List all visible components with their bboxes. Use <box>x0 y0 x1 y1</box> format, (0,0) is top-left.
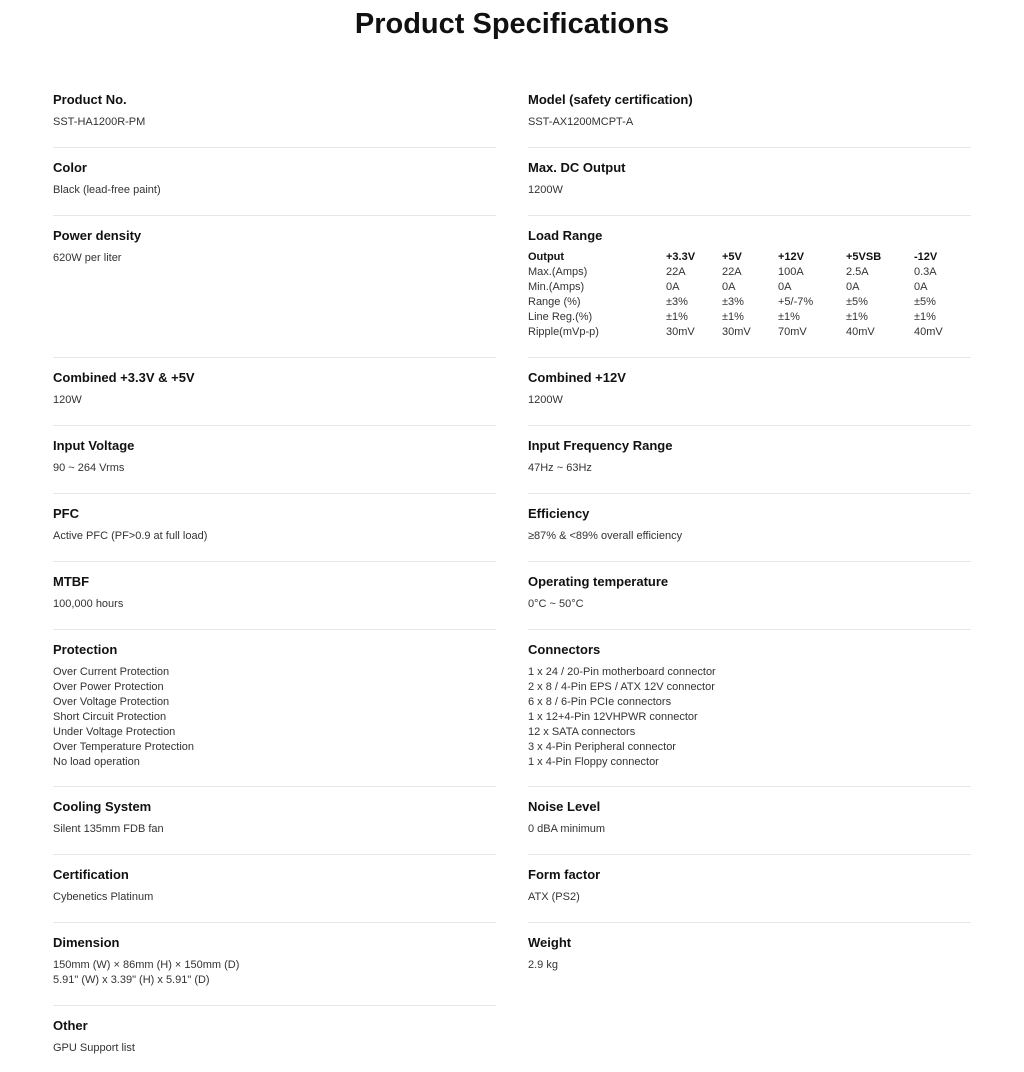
spec-value: 0 dBA minimum <box>528 823 606 835</box>
spec-value: No load operation <box>53 756 140 768</box>
spec-connectors <box>528 630 971 787</box>
specs-left-column <box>53 80 496 1072</box>
spec-color <box>53 148 496 216</box>
spec-label: Load Range <box>528 228 603 243</box>
spec-value: 3 x 4-Pin Peripheral connector <box>528 741 676 753</box>
spec-label: Efficiency <box>528 506 590 521</box>
spec-label: Product No. <box>53 92 127 107</box>
spec-value: ≥87% & <89% overall efficiency <box>528 530 683 542</box>
spec-value: 12 x SATA connectors <box>528 726 636 738</box>
load-range-table <box>528 249 954 339</box>
table-cell: 2.5A <box>846 265 869 278</box>
spec-other <box>53 1006 496 1072</box>
spec-label: Operating temperature <box>528 574 669 589</box>
table-cell: ±5% <box>846 295 868 308</box>
table-cell: Max.(Amps) <box>528 265 588 278</box>
table-cell: 0A <box>666 280 680 293</box>
table-cell: Range (%) <box>528 295 581 308</box>
table-cell: 0A <box>846 280 860 293</box>
spec-value: 620W per liter <box>53 252 122 264</box>
table-cell: 0A <box>778 280 792 293</box>
spec-noise-level <box>528 787 971 855</box>
table-header-cell: +12V <box>778 250 804 263</box>
spec-value: 2.9 kg <box>528 959 558 971</box>
spec-value: Cybenetics Platinum <box>53 891 154 903</box>
spec-power-density <box>53 216 496 358</box>
spec-value: 47Hz ~ 63Hz <box>528 462 592 474</box>
spec-input-frequency <box>528 426 971 494</box>
spec-combined-12v <box>528 358 971 426</box>
spec-value: 1 x 4-Pin Floppy connector <box>528 756 659 768</box>
spec-value: 120W <box>53 394 82 406</box>
table-cell: 22A <box>666 265 686 278</box>
spec-label: Model (safety certification) <box>528 92 693 107</box>
spec-dimension <box>53 923 496 1006</box>
spec-label: Color <box>53 160 87 175</box>
spec-value: Black (lead-free paint) <box>53 184 161 196</box>
spec-value: 1200W <box>528 394 563 406</box>
table-cell: 30mV <box>722 325 751 338</box>
load-range-header-row <box>528 249 954 264</box>
spec-label: Noise Level <box>528 799 601 814</box>
spec-value: 150mm (W) × 86mm (H) × 150mm (D) <box>53 959 240 971</box>
spec-value: Over Temperature Protection <box>53 741 195 753</box>
spec-label: Input Frequency Range <box>528 438 673 453</box>
spec-value: SST-AX1200MCPT-A <box>528 116 634 128</box>
spec-model <box>528 80 971 148</box>
spec-value: Over Current Protection <box>53 666 170 678</box>
spec-protection <box>53 630 496 787</box>
table-cell: 0A <box>722 280 736 293</box>
spec-cooling-system <box>53 787 496 855</box>
spec-value: Under Voltage Protection <box>53 726 176 738</box>
table-cell: ±1% <box>846 310 868 323</box>
spec-form-factor <box>528 855 971 923</box>
spec-label: PFC <box>53 506 79 521</box>
spec-label: Dimension <box>53 935 120 950</box>
spec-label: Power density <box>53 228 142 243</box>
spec-value: 1 x 12+4-Pin 12VHPWR connector <box>528 711 698 723</box>
spec-value: 90 ~ 264 Vrms <box>53 462 125 474</box>
spec-certification <box>53 855 496 923</box>
spec-input-voltage <box>53 426 496 494</box>
spec-load-range <box>528 216 971 358</box>
spec-value: 0°C ~ 50°C <box>528 598 584 610</box>
spec-label: Input Voltage <box>53 438 135 453</box>
spec-value: Active PFC (PF>0.9 at full load) <box>53 530 208 542</box>
spec-label: Connectors <box>528 642 601 657</box>
table-header-cell: -12V <box>914 250 938 263</box>
spec-label: Certification <box>53 867 129 882</box>
gpu-support-list-link[interactable]: GPU Support list <box>53 1042 135 1054</box>
table-cell: 0A <box>914 280 928 293</box>
table-cell: 0.3A <box>914 265 937 278</box>
table-cell: 70mV <box>778 325 807 338</box>
table-cell: Ripple(mVp-p) <box>528 325 599 338</box>
spec-value: 6 x 8 / 6-Pin PCIe connectors <box>528 696 672 708</box>
table-cell: ±5% <box>914 295 936 308</box>
spec-value: 1 x 24 / 20-Pin motherboard connector <box>528 666 716 678</box>
spec-product-no <box>53 80 496 148</box>
table-cell: 100A <box>778 265 804 278</box>
spec-label: Form factor <box>528 867 601 882</box>
spec-label: MTBF <box>53 574 90 589</box>
table-cell: Min.(Amps) <box>528 280 585 293</box>
table-row <box>528 309 954 324</box>
table-row <box>528 279 954 294</box>
spec-value: Silent 135mm FDB fan <box>53 823 164 835</box>
table-cell: ±3% <box>666 295 688 308</box>
spec-label: Combined +3.3V & +5V <box>53 370 195 385</box>
spec-value: Over Voltage Protection <box>53 696 170 708</box>
spec-value: SST-HA1200R-PM <box>53 116 146 128</box>
spec-label: Weight <box>528 935 572 950</box>
table-cell: 40mV <box>846 325 875 338</box>
spec-combined-3v3-5v <box>53 358 496 426</box>
table-cell: 40mV <box>914 325 943 338</box>
table-cell: +5/-7% <box>778 295 814 308</box>
table-cell: ±1% <box>914 310 936 323</box>
table-row <box>528 264 954 279</box>
table-row <box>528 324 954 339</box>
spec-value: 2 x 8 / 4-Pin EPS / ATX 12V connector <box>528 681 715 693</box>
spec-label: Cooling System <box>53 799 152 814</box>
table-cell: ±1% <box>778 310 800 323</box>
table-cell: ±1% <box>666 310 688 323</box>
table-header-cell: Output <box>528 250 565 263</box>
spec-label: Combined +12V <box>528 370 626 385</box>
spec-label: Protection <box>53 642 118 657</box>
table-cell: 22A <box>722 265 742 278</box>
table-header-cell: +5V <box>722 250 742 263</box>
table-row <box>528 294 954 309</box>
spec-value: Short Circuit Protection <box>53 711 167 723</box>
table-cell: Line Reg.(%) <box>528 310 593 323</box>
spec-label: Max. DC Output <box>528 160 626 175</box>
spec-max-dc-output <box>528 148 971 216</box>
table-header-cell: +5VSB <box>846 250 882 263</box>
page-title: Product Specifications <box>354 8 670 40</box>
spec-value: ATX (PS2) <box>528 891 580 903</box>
table-header-cell: +3.3V <box>666 250 696 263</box>
table-cell: 30mV <box>666 325 695 338</box>
spec-value: 1200W <box>528 184 563 196</box>
table-cell: ±1% <box>722 310 744 323</box>
spec-label: Other <box>53 1018 88 1033</box>
spec-value: 5.91" (W) x 3.39" (H) x 5.91" (D) <box>53 974 210 986</box>
spec-operating-temperature <box>528 562 971 630</box>
table-cell: ±3% <box>722 295 744 308</box>
spec-efficiency <box>528 494 971 562</box>
specs-right-column <box>528 80 971 989</box>
spec-weight <box>528 923 971 989</box>
spec-value: Over Power Protection <box>53 681 164 693</box>
spec-pfc <box>53 494 496 562</box>
spec-value: 100,000 hours <box>53 598 124 610</box>
spec-mtbf <box>53 562 496 630</box>
